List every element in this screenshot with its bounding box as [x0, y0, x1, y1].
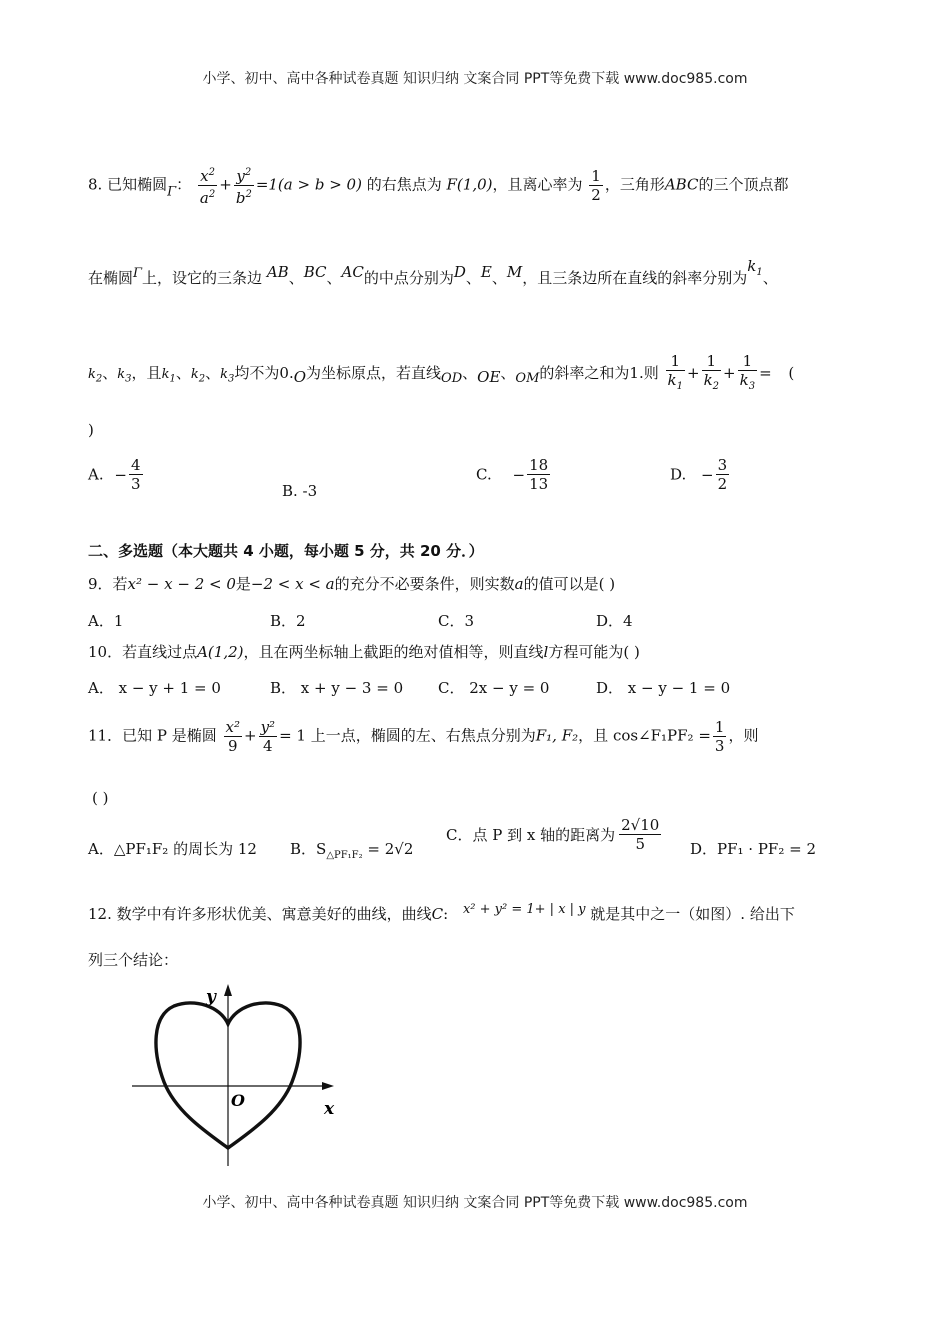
- q8-text: 上，设它的三条边: [142, 269, 263, 287]
- gamma-symbol: Γ: [167, 184, 177, 200]
- q8-line-1: 8. 已知椭圆Γ： $\frac{x^2}{a^2}$ + $\frac{y^2}{b^2}$ =1(a > b > 0) 的右焦点为 F(1,0)，且离心率为 $\frac{1}{2}$ ，三角形ABC的三个顶点都: [88, 164, 788, 207]
- q11-option-d: D．PF₁ · PF₂ = 2: [690, 840, 817, 858]
- close-paren: ): [88, 421, 94, 439]
- frac-y2-b2: $\frac{y^2}{b^2}$: [234, 164, 254, 207]
- eccentricity-fraction: $\frac{1}{2}$: [591, 167, 601, 204]
- q8-text: 8. 已知椭圆: [88, 175, 168, 194]
- foci: F₁, F₂: [535, 726, 579, 745]
- q11-option-c: C．点 P 到 x 轴的距离为 $\frac{2√10}{5}$: [446, 816, 660, 853]
- gamma-symbol: Γ: [133, 266, 143, 281]
- q8-option-b: B. -3: [282, 482, 318, 500]
- q12-stem: 12. 数学中有许多形状优美、寓意美好的曲线，曲线C: x² + y² = 1+ | x | y 就是其中之一（如图）. 给出下: [88, 902, 795, 923]
- q9-stem: 9．若x² − x − 2 < 0是−2 < x < a的充分不必要条件，则实数a的值可以是( ): [88, 575, 616, 593]
- q8-text: ：: [176, 175, 192, 194]
- separator: 、: [288, 269, 304, 287]
- q8-text: 的三个顶点都: [698, 175, 789, 194]
- point-a: A(1,2): [197, 643, 244, 661]
- q9-option-c: C．3: [438, 612, 475, 630]
- side-ac: AC: [341, 263, 364, 281]
- y-axis-arrow-icon: [224, 984, 232, 996]
- q9-option-b: B．2: [270, 612, 306, 630]
- q11-paren: ( ): [92, 789, 109, 807]
- frac-1-k1: $\frac{1}{k_1}$: [667, 352, 683, 392]
- q8-text: 为坐标原点，若直线: [306, 364, 442, 382]
- ellipse-condition: =1(a > b > 0): [255, 175, 362, 194]
- origin-label: O: [231, 1091, 245, 1110]
- q8-option-d: D. − $\frac{3}{2}$: [670, 456, 728, 493]
- section-heading: 二、多选题（本大题共 4 小题，每小题 5 分，共 20 分．）: [88, 542, 484, 560]
- slope-k3: $k_3$: [117, 367, 132, 385]
- q11-option-a: A．△PF₁F₂ 的周长为 12: [88, 840, 257, 858]
- q10-stem: 10．若直线过点A(1,2)，且在两坐标轴上截距的绝对值相等，则直线l方程可能为( ): [88, 643, 640, 661]
- q9-option-d: D．4: [596, 612, 633, 630]
- curve-equation: x² + y² = 1+ | x | y: [462, 902, 586, 917]
- frac-1-k2: $\frac{1}{k_2}$: [703, 352, 720, 392]
- focus-point: F(1,0): [446, 175, 493, 194]
- q8-text: ，且: [131, 364, 162, 382]
- point-e: E: [480, 263, 492, 281]
- q9-range: −2 < x < a: [250, 575, 335, 593]
- q8-option-c: C. − $\frac{18}{13}$: [476, 456, 549, 493]
- footer-banner: 小学、初中、高中各种试卷真题 知识归纳 文案合同 PPT等免费下载 www.doc985.com: [202, 1195, 748, 1211]
- frac-x2-a2: $\frac{x^2}{a^2}$: [198, 164, 217, 207]
- side-bc: BC: [303, 263, 327, 281]
- line-om: OM: [515, 371, 540, 386]
- frac-y2-4: $\frac{\text{y²}}{4}$: [260, 718, 276, 755]
- q12-stem-cont: 列三个结论：: [88, 951, 179, 969]
- x-axis-arrow-icon: [322, 1082, 334, 1090]
- heart-curve-figure: [126, 980, 346, 1170]
- q10-option-d: D． x − y − 1 = 0: [596, 679, 731, 697]
- q8-text: 均不为: [234, 364, 280, 382]
- q8-text: ，且离心率为: [492, 175, 583, 194]
- point-d: D: [453, 263, 466, 281]
- cos-angle: cos∠F₁PF₂ =: [612, 726, 711, 745]
- q8-text: ，且三条边所在直线的斜率分别为: [522, 269, 748, 287]
- side-ab: AB: [266, 263, 289, 281]
- q11-stem: 11．已知 P 是椭圆 $\frac{\text{x²}}{9}$ + $\frac{\text{y²}}{4}$ = 1 上一点，椭圆的左、右焦点分别为F₁, F₂，且 cos∠F₁PF₂ = $\frac{1}{3}$ ，则: [88, 718, 759, 755]
- frac-1-k3: $\frac{1}{k_3}$: [739, 352, 756, 392]
- q8-text: 的右焦点为: [366, 175, 442, 194]
- line-od: OD: [441, 371, 463, 386]
- frac-x2-9: $\frac{\text{x²}}{9}$: [225, 718, 240, 755]
- q11-option-b: B．$S_{\triangle PF_1F_2} = 2√2$: [290, 840, 414, 861]
- separator: 、: [465, 269, 481, 287]
- q8-text: 的斜率之和为: [539, 364, 630, 382]
- separator: 、: [326, 269, 342, 287]
- separator: 、: [102, 364, 118, 382]
- q8-option-a: A. − $\frac{4}{3}$: [88, 456, 141, 493]
- y-label: y: [206, 987, 216, 1007]
- x-label: x: [324, 1099, 335, 1119]
- q8-line-2: [88, 256, 778, 288]
- slope-k1: $k_1$: [747, 257, 763, 278]
- q8-line-3: $k_2$、$k_3$，且$k_1$、$k_2$、$k_3$均不为0.O为坐标原点，若直线OD、OE、OM的斜率之和为1.则 $\frac{1}{k_1}$ + $\frac{1}{k_2}$ + $\frac{1}{k_3}$ = (: [88, 352, 794, 396]
- q9-inequality: x² − x − 2 < 0: [127, 575, 236, 593]
- point-m: M: [506, 263, 523, 281]
- separator: 、: [491, 269, 507, 287]
- triangle-abc: ABC: [664, 175, 699, 194]
- q8-text: 在椭圆: [88, 269, 134, 287]
- q8-text: 的中点分别为: [363, 269, 454, 287]
- line-oe: OE: [477, 368, 501, 386]
- q10-option-c: C． 2x − y = 0: [438, 679, 550, 697]
- header-banner: 小学、初中、高中各种试卷真题 知识归纳 文案合同 PPT等免费下载 www.doc985.com: [202, 71, 748, 87]
- q8-text: 、: [762, 269, 778, 287]
- open-paren: (: [788, 364, 795, 382]
- zero: 0.: [279, 364, 294, 382]
- q10-option-a: A． x − y + 1 = 0: [88, 679, 221, 697]
- origin-o: O: [293, 368, 307, 386]
- slope-k2: $k_2$: [88, 367, 103, 385]
- q10-option-b: B． x + y − 3 = 0: [270, 679, 404, 697]
- q8-text: ，三角形: [604, 175, 665, 194]
- q9-option-a: A．1: [88, 612, 124, 630]
